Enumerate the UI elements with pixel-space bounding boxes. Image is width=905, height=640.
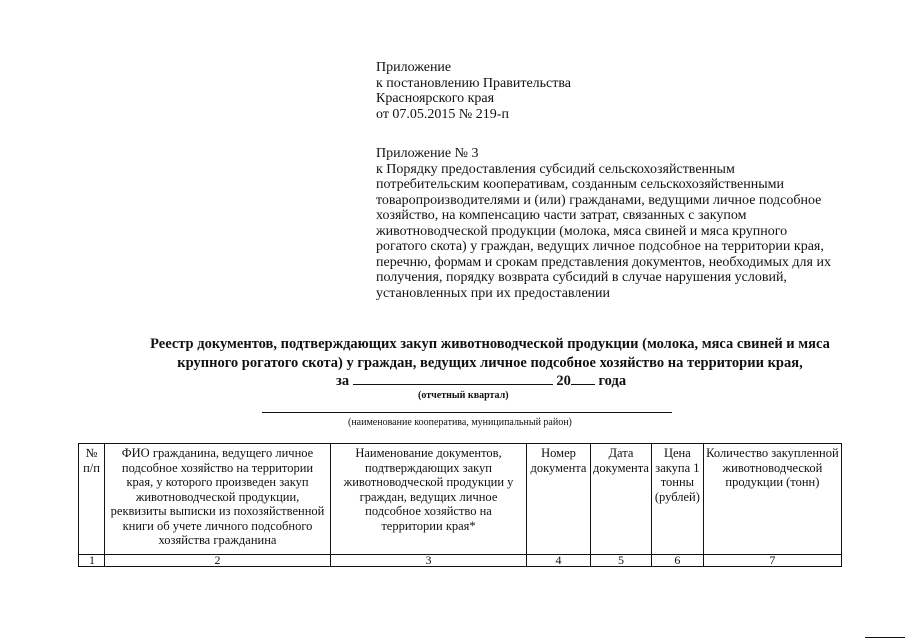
table-number-row [79,555,842,567]
appendix-line: Приложение № 3 [376,146,479,161]
column-number: 1 [79,555,105,567]
period-prefix: за [336,373,350,389]
scan-edge-mark [865,637,905,638]
header-cell: Наименование документов, подтверждающих закуп животноводческой продукции у граждан, ведущих личное подсобное хозяйство на территории края* [331,444,527,555]
reporting-period [336,372,626,390]
appendix-line: получения, порядку возврата субсидий в случае нарушения условий, [376,270,787,285]
cooperative-blank-line [262,412,672,413]
appendix-3-header [376,146,876,301]
appendix-line: Приложение [376,60,452,75]
header-cell: Дата документа [591,444,652,555]
year-blank [571,372,595,385]
appendix-line: Красноярского края [376,91,495,106]
appendix-line: потребительским кооперативам, созданным сельскохозяйственными [376,177,785,192]
registry-table [78,443,842,567]
column-number: 2 [105,555,331,567]
column-number: 3 [331,555,527,567]
header-cell: № п/п [79,444,105,555]
appendix-line: к Порядку предоставления субсидий сельскохозяйственным [376,161,735,177]
appendix-line: перечню, формам и срокам представления документов, необходимых для их [376,254,831,270]
header-cell: Номер документа [527,444,591,555]
cooperative-caption: (наименование кооператива, муниципальный район) [348,417,572,428]
quarter-blank [353,372,553,385]
document-title-line-2: крупного рогатого скота) у граждан, ведущих личное подсобное хозяйство на территории края, [177,355,803,371]
appendix-line: от 07.05.2015 № 219-п [376,106,509,122]
period-caption: (отчетный квартал) [418,390,509,401]
period-suffix: года [598,373,627,389]
column-number: 4 [527,555,591,567]
appendix-line: рогатого скота) у граждан, ведущих личное подсобное на территории края, [376,239,824,254]
column-number: 7 [703,555,841,567]
column-number: 6 [651,555,703,567]
appendix-main-header [376,60,571,122]
appendix-line: животноводческой продукции (молока, мяса свиней и мяса крупного [376,223,788,239]
header-cell: Количество закупленной животноводческой продукции (тонн) [703,444,841,555]
period-year: 20 [556,373,571,389]
appendix-line: установленных при их предоставлении [376,285,611,301]
header-cell: ФИО гражданина, ведущего личное подсобное хозяйство на территории края, у которого произведен закуп животноводческой продукции, реквизиты выписки из похозяйственной книги об учете личного подсобного хозяйства гражданина [105,444,331,555]
document-title-line-1: Реестр документов, подтверждающих закуп животноводческой продукции (молока, мяса свиней и мяса [150,336,830,352]
appendix-line: хозяйство, на компенсацию части затрат, связанных с закупом [376,208,747,223]
column-number: 5 [591,555,652,567]
appendix-line: товаропроизводителями и (или) гражданами, ведущими личное подсобное [376,192,822,208]
table-header-row [79,444,842,555]
appendix-line: к постановлению Правительства [376,75,572,91]
header-cell: Цена закупа 1 тонны (рублей) [651,444,703,555]
